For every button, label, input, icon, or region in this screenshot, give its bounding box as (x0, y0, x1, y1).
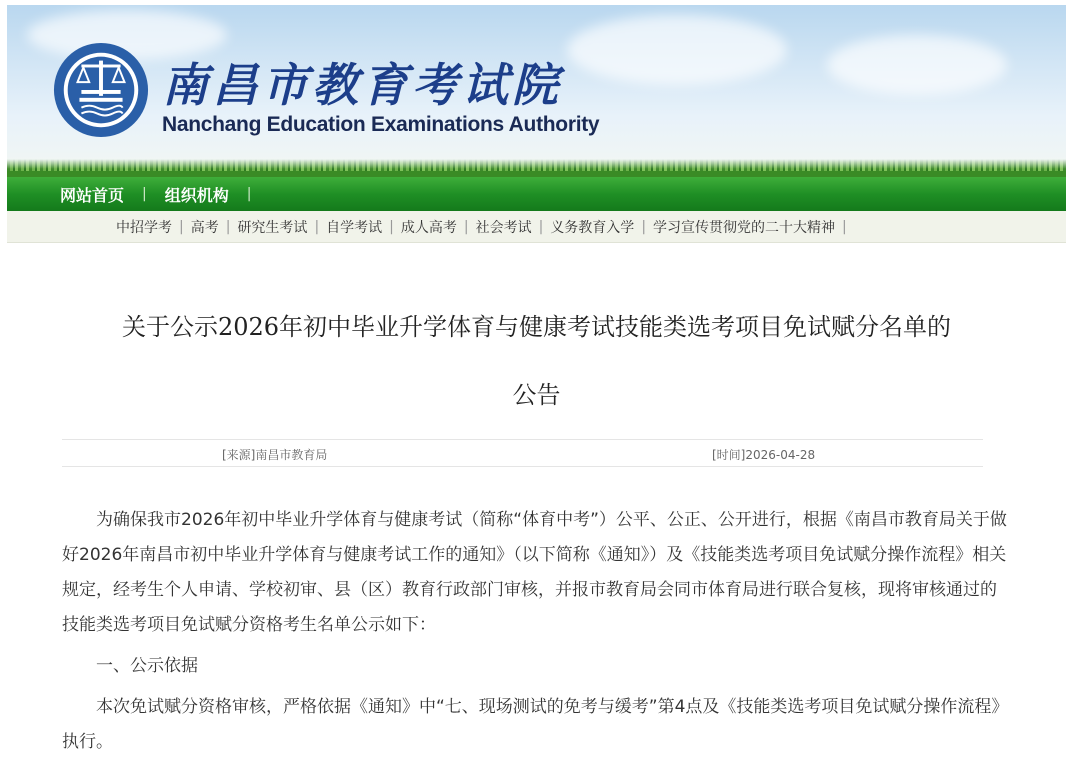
nav-separator: | (142, 186, 147, 202)
article-title-line2: 公告 (512, 381, 561, 409)
sub-nav-separator: | (389, 218, 394, 235)
sub-nav-item[interactable]: 义务教育入学 (550, 219, 635, 236)
article-time: [时间]2026-04-28 (712, 448, 816, 462)
article-meta (62, 439, 983, 467)
header-banner (7, 5, 1066, 177)
article-title (7, 293, 1066, 429)
sub-nav-item[interactable]: 学习宣传贯彻党的二十大精神 (653, 219, 836, 236)
paragraph: 为确保我市2026年初中毕业升学体育与健康考试（简称“体育中考”）公平、公正、公开进行，根据《南昌市教育局关于做好2026年南昌市初中毕业升学体育与健康考试工作的通知》（以下简称《通知》）及《技能类选考项目免试赋分操作流程》相关规定，经考生个人申请、学校初审、县（区）教育行政部门审核，并报市教育局会同市体育局进行联合复核，现将审核通过的技能类选考项目免试赋分资格考生名单公示如下： (62, 510, 1007, 635)
sub-nav-separator: | (842, 218, 847, 235)
sub-nav-separator: | (641, 218, 647, 235)
page (7, 5, 1066, 758)
nav-separator: | (246, 186, 252, 202)
sub-nav-item[interactable]: 自学考试 (326, 219, 383, 236)
sub-nav-separator: | (179, 218, 184, 235)
nav-item-organization[interactable]: 组织机构 (164, 185, 229, 205)
site-title-cn: 南昌市教育考试院 (162, 58, 562, 112)
sub-nav-item[interactable]: 研究生考试 (237, 219, 308, 236)
nav-item-home[interactable]: 网站首页 (60, 185, 125, 205)
section-heading: 一、公示依据 (96, 656, 198, 676)
sub-nav-separator: | (225, 218, 231, 235)
sub-nav-separator: | (314, 218, 320, 235)
site-title-en: Nanchang Education Examinations Authority (162, 113, 600, 136)
sub-nav (7, 211, 1066, 243)
article-source: [来源]南昌市教育局 (222, 448, 328, 462)
article-title-line1: 关于公示2026年初中毕业升学体育与健康考试技能类选考项目免试赋分名单的 (121, 313, 952, 341)
sub-nav-item[interactable]: 高考 (190, 219, 219, 236)
grass-strip (7, 171, 1066, 177)
cloud-decoration (827, 35, 1007, 95)
main-nav (7, 177, 1066, 211)
cloud-decoration (567, 15, 787, 85)
article-content (62, 503, 1011, 758)
sub-nav-item[interactable]: 成人高考 (400, 219, 457, 236)
paragraph: 本次免试赋分资格审核，严格依据《通知》中“七、现场测试的免考与缓考”第4点及《技能类选考项目免试赋分操作流程》执行。 (62, 697, 1009, 752)
sub-nav-separator: | (538, 218, 544, 235)
authority-logo-icon[interactable] (52, 41, 150, 139)
sub-nav-separator: | (463, 218, 469, 235)
sub-nav-item[interactable]: 中招学考 (116, 219, 172, 236)
sub-nav-item[interactable]: 社会考试 (475, 219, 532, 236)
